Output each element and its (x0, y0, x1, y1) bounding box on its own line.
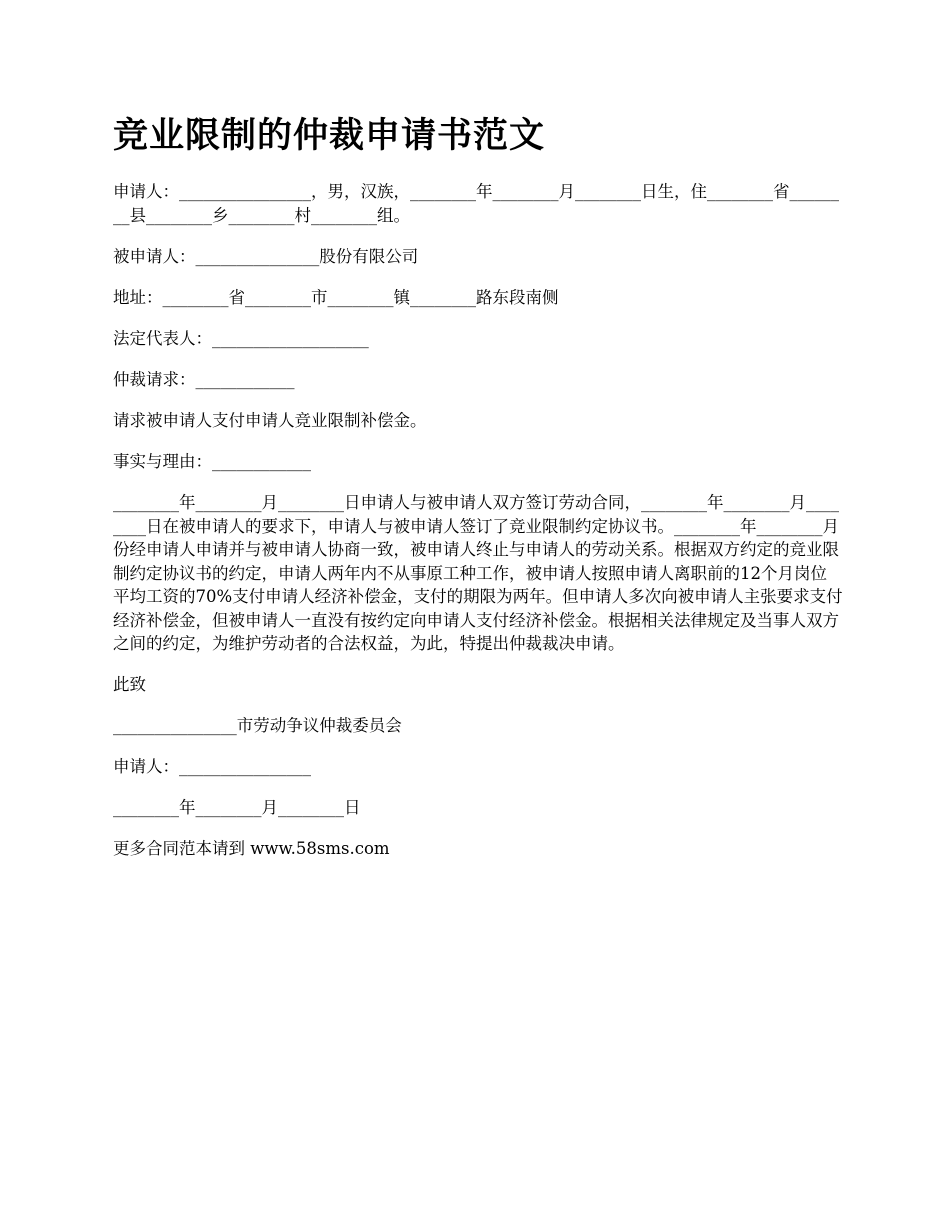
arbitration-request-paragraph: 请求被申请人支付申请人竞业限制补偿金。 (113, 411, 427, 430)
signature-applicant-paragraph: 申请人：________________ (113, 756, 311, 776)
applicant-info-paragraph: 申请人：________________，男，汉族，________年________月________日生，住________省________县________乡________村________组。 (113, 182, 839, 225)
recipient-committee-paragraph: _______________市劳动争议仲裁委员会 (113, 715, 402, 735)
respondent-paragraph: 被申请人：_______________股份有限公司 (113, 247, 419, 266)
address-paragraph: 地址：________省________市________镇________路东段南侧 (113, 288, 559, 307)
facts-reasons-heading: 事实与理由：____________ (113, 452, 311, 471)
salutation-paragraph: 此致 (113, 674, 146, 694)
document-page (113, 112, 843, 878)
facts-reasons-paragraph: ________年________月________日申请人与被申请人双方签订劳动合同，________年________月________日在被申请人的要求下，申请人与被申请人签订了竞业限制约定协议书。________年________月份经申请人申请并与被申请人协商一致，被申请人终止与申请人的劳动关系。根据双方约定的竞业限制约定协议书的约定，申请人两年内不从事原工种工作，被申请人按照申请人离职前的12个月岗位平均工资的70%支付申请人经济补偿金，支付的期限为两年。但申请人多次向被申请人主张要求支付经济补偿金，但被申请人一直没有按约定向申请人支付经济补偿金。根据相关法律规定及当事人双方之间的约定，为维护劳动者的合法权益，为此，特提出仲裁裁决申请。 (113, 493, 843, 653)
footer-link-paragraph: 更多合同范本请到 www.58sms.com (113, 838, 390, 858)
arbitration-request-heading: 仲裁请求：____________ (113, 370, 295, 389)
legal-representative-paragraph: 法定代表人：___________________ (113, 329, 369, 348)
document-title: 竞业限制的仲裁申请书范文 (113, 116, 546, 156)
date-paragraph: ________年________月________日 (113, 797, 361, 817)
